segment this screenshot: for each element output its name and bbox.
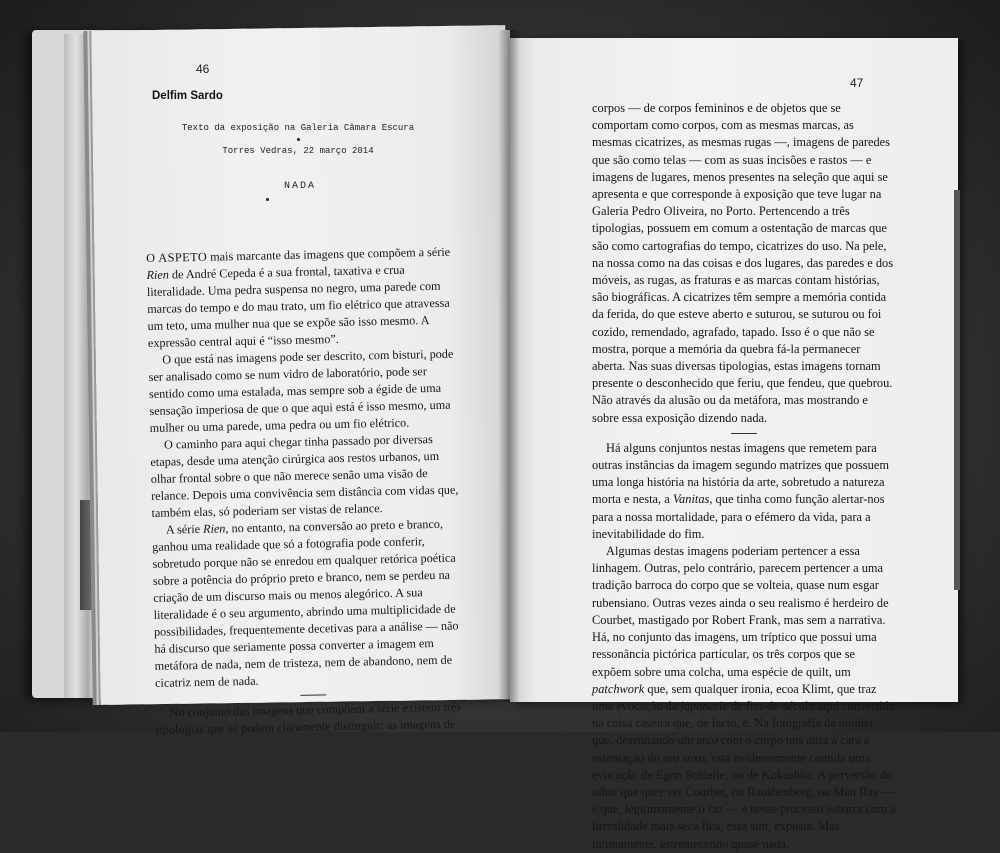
book-gutter — [498, 30, 520, 702]
page-edge-right — [954, 190, 960, 590]
paragraph-text: de fim-de-século aqui convertida na coisa caseira que, de facto, é. Na fotografia da mulher que, desenhando um arco com o corpo nos atira à cara a ostentação do seu sexo, está evidentemente contida uma evocação de Egon Schielle, ou de Kokoshka. A perversão do olhar que quer ver Courbet, ou Raushenberg, ou Man Ray — e que, legitimamente o faz — e nesse processo esbarra com a literalidade mais seca fica, essa sim, exposta. Mas intimamente, estremecendo quase nada. — [592, 698, 896, 851]
paragraph: O que está nas imagens pode ser descrito, com bisturi, pode ser analisado como se num vidro de laboratório, pode ser sentido como uma estalada, mas sempre sob a égide de uma sensação imperiosa de que o que aqui está é isso mesmo, uma mulher ou uma parede, uma pedra ou um fio elétrico. — [148, 346, 454, 435]
paragraph-text: , no entanto, na conversão ao preto e branco, ganhou uma realidade que só a fotografia pode conferir, sobretudo porque não se enredou em qualquer retórica poética sobre a potência do próprio preto e branco, nem se perdeu na criação de um discurso mais ou menos alegórico. A sua literalidade é o seu argumento, abrindo uma multiplicidade de possibilidades, frequentemente decetivas para a análise — não há discurso que seriamente possa converter a imagem em metáfora de nada, nem de tristeza, nem de abandono, nem de cicatriz nem de nada. — [152, 516, 459, 690]
left-body-text — [146, 243, 472, 739]
place-date-line: Torres Vedras, 22 março 2014 — [222, 146, 374, 156]
paragraph: No conjunto das imagens que compõem a série existem três tipologias que se podem claramente distinguir: as imagens de — [155, 699, 462, 737]
right-page-number: 47 — [850, 76, 864, 90]
paragraph-text: de André Cepeda é a sua frontal, taxativa e crua literalidade. Uma pedra suspensa no negro, uma parede com marcas do tempo e do mau trato, um fio elétrico que atravessa um teto, uma mulher nua que se expõe são isso mesmo. A expressão central aqui é “isso mesmo”. — [146, 262, 450, 350]
paragraph: corpos — de corpos femininos e de objetos que se comportam como corpos, com as mesmas marcas, as mesmas cicatrizes, as mesmas rugas —, imagens de paredes que são como telas — com as suas incisões e rastos — e imagens de lugares, menos presentes na seleção que aqui se apresenta e que corresponde à exposição que teve lugar na Galeria Pedro Oliveira, no Porto. Pertencendo a três tipologias, possuem em comum a ostentação de marcas que são como cartografias do tempo, cicatrizes do uso. Na pele, na nossa como na das coisas e dos lugares, das paredes e dos móveis, as rugas, as fraturas e as marcas contam histórias, são biográficas. A cicatrizes têm sempre a memória contida da ferida, do que esteve aberto e suturou, se suturou ou foi cozido, remendado, agrafado, tapado. Isso é o que não se mostra, porque a memória da quebra fá-la permanecer aberta. Nas suas diversas tipologias, estas imagens tornam presente o desconhecido que feriu, que fendeu, que quebrou. Não através da alusão ou da metáfora, mas mostrando e sobre essa exposição dizendo nada. — [592, 101, 894, 425]
paragraph-text: Há alguns conjuntos nestas imagens que remetem para outras instâncias da imagem segundo matrizes que possuem uma longa história na história da arte, sobretudo a natureza morta e nesta, a — [592, 440, 889, 507]
paragraph-text: mais marcante das imagens que compõem a série — [207, 244, 451, 264]
essay-title: NADA — [283, 181, 316, 192]
paragraph-text: , que tinha como função alertar-nos para a nossa mortalidade, para o efémero da vida, para a inevitabilidade do fim. — [592, 492, 885, 541]
paragraph — [146, 243, 464, 352]
emphasis-term: japonerie — [680, 698, 728, 713]
lead-words: O ASPETO — [146, 249, 208, 265]
paragraph: O caminho para aqui chegar tinha passado por diversas etapas, desde uma atenção cirúrgica aos restos urbanos, um olhar frontal sobre o que não merece senão uma visão de relance. Depois uma convivência sem distância com vidas que, também elas, só poderiam ser vistas de relance. — [150, 432, 459, 520]
section-separator — [300, 694, 326, 696]
series-title: Rien — [146, 267, 170, 282]
section-separator — [731, 433, 757, 434]
emphasis-term: Vanitas — [672, 492, 710, 507]
author-name: Delfim Sardo — [152, 90, 223, 102]
left-page-number: 46 — [196, 62, 210, 76]
emphasis-term: patchwork — [592, 681, 645, 696]
right-body-text — [592, 100, 896, 853]
exhibition-line: Texto da exposição na Galeria Câmara Escura — [181, 123, 415, 133]
paragraph-text: Algumas destas imagens poderiam pertencer a essa linhagem. Outras, pelo contrário, parecem pertencer a uma tradição barroca do corpo que se volteia, quase num esgar rubensiano. Outras vezes ainda o seu realismo é herdeiro de Courbet, mastigado por Robert Frank, mas sem a narrativa. Há, no conjunto das imagens, um tríptico que possui uma ressonância pictórica particular, os três corpos que se expõem sobre uma colcha, uma espécie de quilt, um — [592, 544, 889, 679]
dot-mark — [266, 198, 269, 201]
paragraph-text: A série — [165, 521, 204, 537]
dot-mark — [297, 138, 300, 141]
paragraph — [592, 543, 896, 853]
page-edge-shadow — [80, 500, 96, 610]
paragraph-text: que, sem qualquer ironia, ecoa Klimt, que traz uma evocação da — [592, 681, 877, 713]
paragraph — [152, 515, 471, 692]
series-title: Rien — [202, 521, 226, 536]
paragraph — [592, 440, 896, 543]
